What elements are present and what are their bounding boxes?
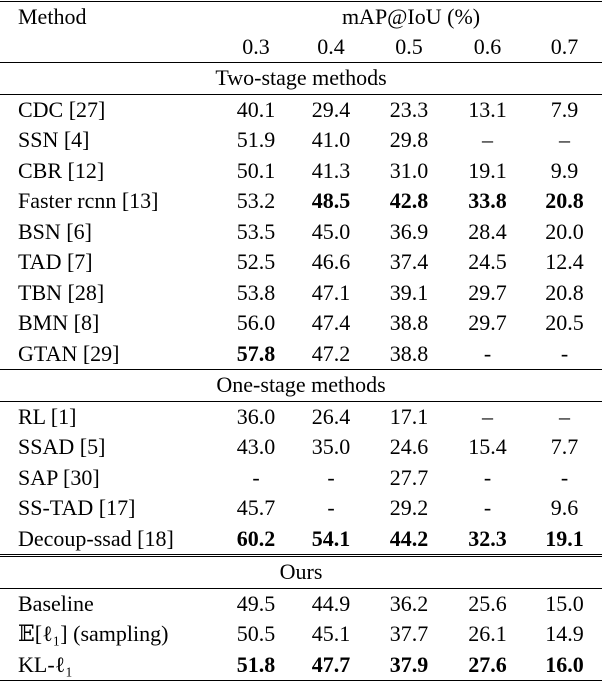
value-cell: 20.8 [545, 279, 584, 305]
value-cell: 47.4 [311, 310, 351, 336]
table-row [0, 619, 602, 650]
method-cell: Decoup-ssad [18] [18, 525, 174, 551]
value-cell: 39.1 [389, 279, 429, 305]
value-cell: 38.8 [389, 340, 429, 366]
table-row [0, 463, 602, 494]
value-cell: 26.4 [292, 401, 370, 432]
value-cell: 31.0 [389, 157, 429, 183]
value-cell: 38.8 [389, 310, 429, 336]
table-row [0, 156, 602, 187]
value-cell: - [483, 495, 492, 521]
header-row-1 [0, 2, 602, 33]
value-cell: 50.5 [236, 621, 276, 647]
value-cell: 17.1 [370, 401, 448, 432]
table-row [0, 308, 602, 339]
value-cell: 53.2 [236, 188, 276, 214]
method-cell: SS-TAD [17] [18, 495, 136, 521]
value-cell: 25.6 [448, 588, 527, 619]
value-cell: 44.2 [389, 525, 429, 551]
value-cell: 45.0 [311, 218, 351, 244]
method-cell: TBN [28] [18, 279, 105, 305]
value-cell: - [483, 464, 492, 490]
value-cell: 29.4 [292, 94, 370, 125]
value-cell: 41.0 [311, 127, 351, 153]
method-cell: CDC [27] [0, 94, 220, 125]
section-header-row [0, 63, 602, 95]
value-cell: 37.9 [370, 650, 448, 681]
value-cell: 57.8 [236, 340, 276, 366]
value-cell: 43.0 [236, 434, 276, 460]
value-cell: 29.8 [389, 127, 429, 153]
value-cell: 20.5 [545, 310, 584, 336]
value-cell: 32.3 [468, 525, 507, 551]
value-cell: 9.6 [550, 495, 579, 521]
table-row [0, 94, 602, 125]
method-cell: KL-ℓ₁ [0, 650, 220, 681]
table-row [0, 432, 602, 463]
method-cell: GTAN [29] [18, 340, 120, 366]
value-cell: 12.4 [545, 249, 584, 275]
value-cell: - [483, 340, 492, 366]
threshold-header: 0.6 [473, 34, 502, 59]
method-cell: BMN [8] [18, 310, 100, 336]
table-row [0, 125, 602, 156]
threshold-header: 0.3 [242, 34, 270, 59]
value-cell: 33.8 [468, 188, 507, 214]
value-cell: 19.1 [545, 525, 584, 551]
section-header-row [0, 370, 602, 402]
value-cell: 14.9 [545, 621, 584, 647]
value-cell: 24.6 [389, 434, 429, 460]
method-cell: 𝔼[ℓ₁] (sampling) [18, 621, 169, 647]
value-cell: – [527, 401, 602, 432]
value-cell: 40.1 [220, 94, 292, 125]
method-header: Method [0, 2, 220, 33]
value-cell: – [448, 401, 527, 432]
value-cell: 19.1 [468, 157, 507, 183]
method-cell: SSN [4] [18, 127, 90, 153]
value-cell: 15.0 [527, 588, 602, 619]
method-cell: RL [1] [0, 401, 220, 432]
method-cell: SAP [30] [18, 464, 100, 490]
value-cell: 29.7 [468, 310, 507, 336]
value-cell: 15.4 [468, 434, 507, 460]
value-cell: 47.1 [311, 279, 351, 305]
value-cell: - [252, 464, 260, 490]
value-cell: 24.5 [468, 249, 507, 275]
threshold-header: 0.4 [317, 34, 345, 59]
value-cell: 20.8 [545, 188, 584, 214]
header-row-2 [0, 32, 602, 63]
value-cell: - [327, 464, 335, 490]
value-cell: 27.7 [389, 464, 429, 490]
method-cell: CBR [12] [18, 157, 105, 183]
value-cell: 20.0 [545, 218, 584, 244]
value-cell: 26.1 [468, 621, 507, 647]
method-cell: BSN [6] [18, 218, 92, 244]
value-cell: 7.7 [550, 434, 579, 460]
method-cell: TAD [7] [18, 249, 93, 275]
value-cell: 54.1 [311, 525, 351, 551]
value-cell: 37.7 [389, 621, 429, 647]
table-row [0, 493, 602, 524]
value-cell: 13.1 [448, 94, 527, 125]
value-cell: 47.2 [311, 340, 351, 366]
value-cell: – [482, 127, 493, 153]
value-cell: – [559, 127, 571, 153]
value-cell: 50.1 [236, 157, 276, 183]
value-cell: - [560, 340, 569, 366]
value-cell: 42.8 [389, 188, 429, 214]
value-cell: 56.0 [236, 310, 276, 336]
value-cell: 36.9 [389, 218, 429, 244]
table-row [0, 524, 602, 556]
method-cell: Baseline [0, 588, 220, 619]
method-cell: SSAD [5] [18, 434, 106, 460]
section-title: Two-stage methods [0, 63, 602, 95]
table-row [0, 401, 602, 432]
value-cell: 53.8 [236, 279, 276, 305]
metric-header: mAP@IoU (%) [220, 2, 602, 33]
threshold-header: 0.5 [395, 34, 423, 59]
table-row [0, 217, 602, 248]
value-cell: 53.5 [236, 218, 276, 244]
value-cell: 41.3 [311, 157, 351, 183]
value-cell: 36.0 [220, 401, 292, 432]
value-cell: 29.7 [468, 279, 507, 305]
value-cell: 9.9 [550, 157, 579, 183]
value-cell: 27.6 [448, 650, 527, 681]
value-cell: 60.2 [236, 525, 276, 551]
value-cell: 16.0 [527, 650, 602, 681]
value-cell: - [327, 495, 335, 521]
section-title: One-stage methods [0, 370, 602, 402]
value-cell: 52.5 [236, 249, 276, 275]
table-row [0, 247, 602, 278]
value-cell: 47.7 [292, 650, 370, 681]
threshold-header: 0.7 [550, 34, 579, 59]
value-cell: 36.2 [370, 588, 448, 619]
value-cell: 48.5 [311, 188, 351, 214]
value-cell: 49.5 [220, 588, 292, 619]
method-cell: Faster rcnn [13] [18, 188, 159, 214]
table-row [0, 339, 602, 370]
value-cell: 46.6 [311, 249, 351, 275]
results-table [0, 1, 602, 681]
table-row [0, 278, 602, 309]
value-cell: 45.7 [236, 495, 276, 521]
value-cell: 29.2 [389, 495, 429, 521]
value-cell: 7.9 [527, 94, 602, 125]
value-cell: 35.0 [311, 434, 351, 460]
section-title: Ours [0, 556, 602, 589]
section-header-row [0, 556, 602, 589]
value-cell: 23.3 [370, 94, 448, 125]
table-row [0, 186, 602, 217]
value-cell: 51.8 [220, 650, 292, 681]
empty-header-cell [0, 32, 220, 63]
value-cell: 44.9 [292, 588, 370, 619]
value-cell: 28.4 [468, 218, 507, 244]
value-cell: - [560, 464, 569, 490]
table-row [0, 588, 602, 619]
table-row [0, 650, 602, 681]
value-cell: 51.9 [236, 127, 276, 153]
value-cell: 45.1 [311, 621, 351, 647]
value-cell: 37.4 [389, 249, 429, 275]
